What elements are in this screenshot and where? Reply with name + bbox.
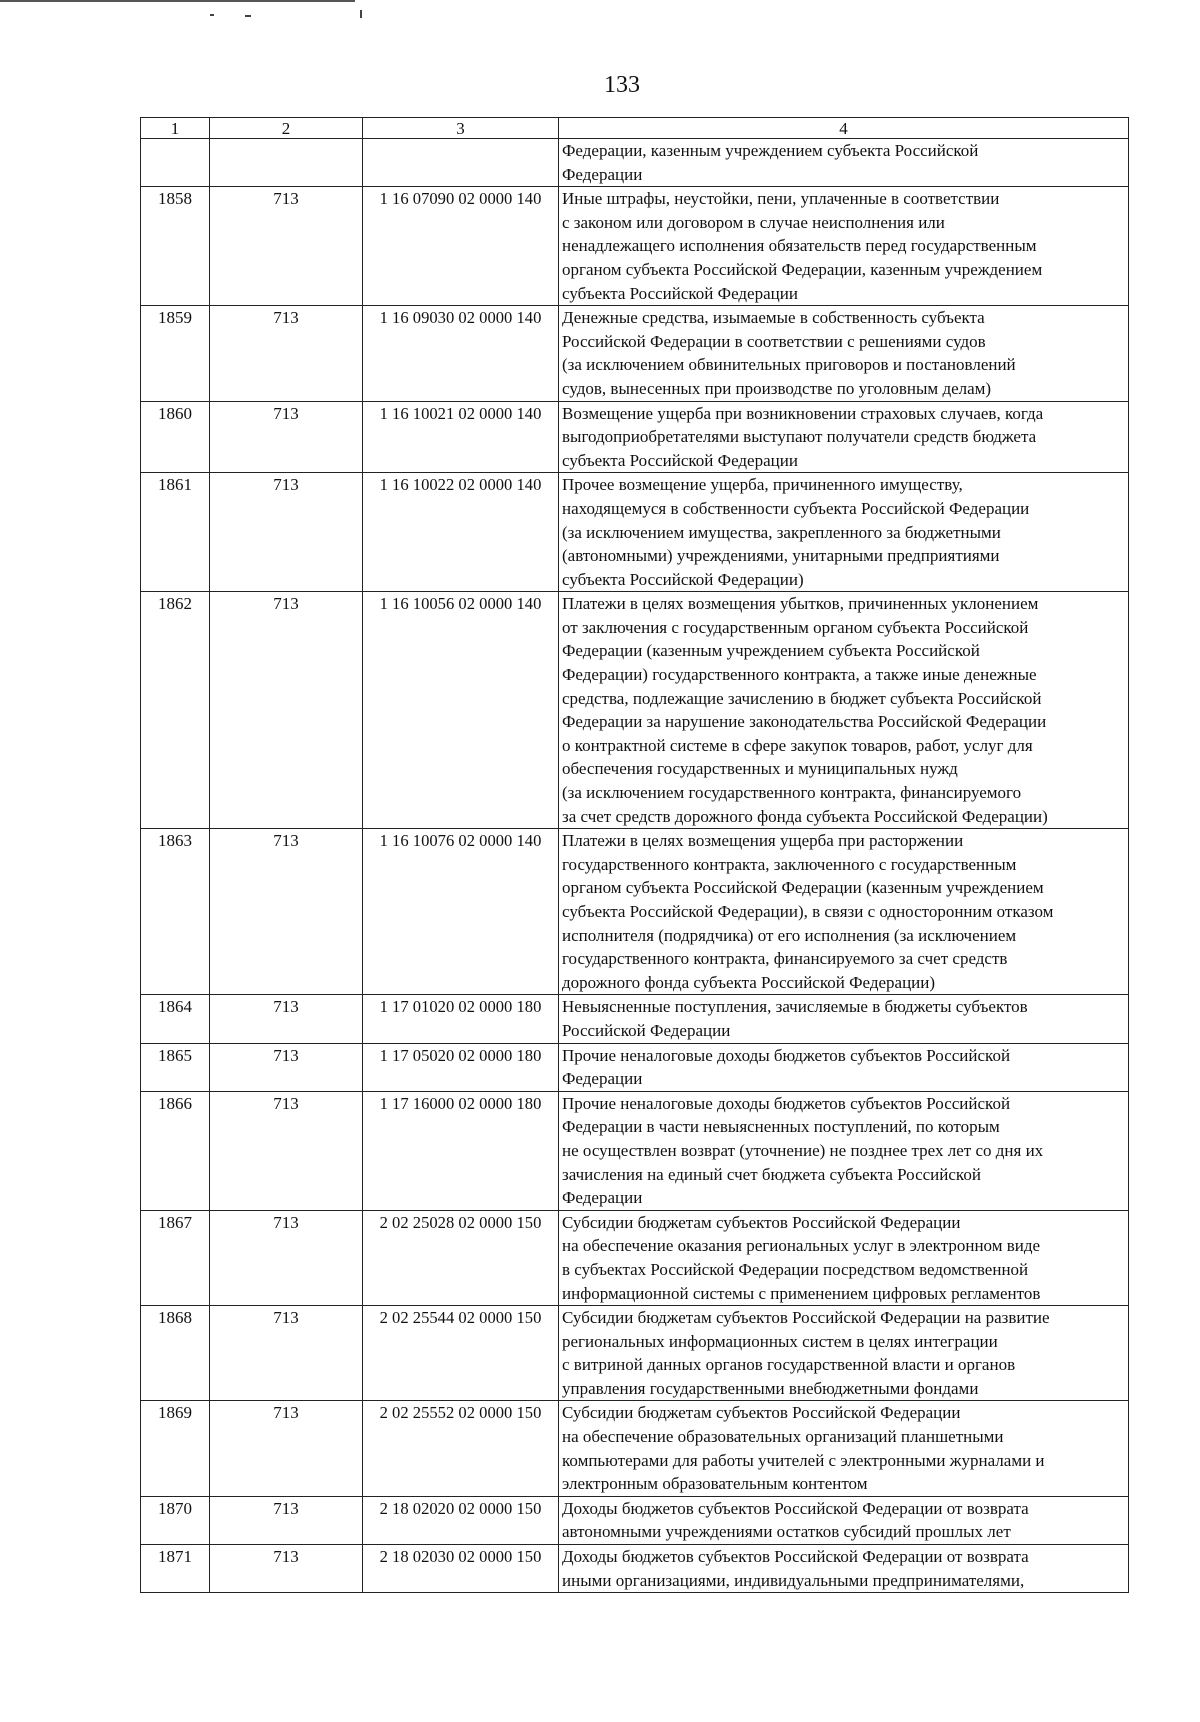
- description-line: (автономными) учреждениями, унитарными предприятиями: [562, 546, 1000, 566]
- page-number: 133: [604, 72, 640, 98]
- description-line: ненадлежащего исполнения обязательств перед государственным: [562, 236, 1037, 256]
- description-line: Платежи в целях возмещения ущерба при расторжении: [562, 831, 964, 851]
- description-line: (за исключением имущества, закрепленного за бюджетными: [562, 522, 1001, 542]
- row-number-cell: 1863: [141, 829, 210, 995]
- description-line: выгодоприобретателями выступают получатели средств бюджета: [562, 427, 1037, 447]
- admin-code-cell: 713: [210, 829, 363, 995]
- description-line: государственного контракта, финансируемого за счет средств: [562, 949, 1008, 969]
- description-line: Доходы бюджетов субъектов Российской Федерации от возврата: [562, 1498, 1029, 1518]
- table-row: [141, 401, 1129, 473]
- description-line: (за исключением обвинительных приговоров и постановлений: [562, 355, 1016, 375]
- description-line: обеспечения государственных и муниципальных нужд: [562, 759, 958, 779]
- budget-code-cell: 1 16 07090 02 0000 140: [363, 187, 559, 306]
- row-number-cell: 1868: [141, 1306, 210, 1401]
- description-line: Денежные средства, изымаемые в собственность субъекта: [562, 308, 985, 328]
- description-line: субъекта Российской Федерации: [562, 450, 798, 470]
- description-line: органом субъекта Российской Федерации (казенным учреждением: [562, 878, 1044, 898]
- budget-code-cell: [363, 139, 559, 187]
- description-line: управления государственными внебюджетными фондами: [562, 1378, 979, 1398]
- description-line: с законом или договором в случае неисполнения или: [562, 212, 945, 232]
- description-line: на обеспечение образовательных организаций планшетными: [562, 1427, 1004, 1447]
- description-line: за счет средств дорожного фонда субъекта Российской Федерации): [562, 806, 1048, 826]
- description-cell: [559, 1306, 1129, 1401]
- admin-code-cell: 713: [210, 473, 363, 592]
- description-cell: [559, 187, 1129, 306]
- col-header-4: 4: [559, 118, 1129, 139]
- description-cell: [559, 592, 1129, 829]
- description-line: иными организациями, индивидуальными предпринимателями,: [562, 1570, 1025, 1590]
- description-line: электронным образовательным контентом: [562, 1474, 868, 1494]
- description-line: Невыясненные поступления, зачисляемые в бюджеты субъектов: [562, 997, 1028, 1017]
- description-line: Субсидии бюджетам субъектов Российской Федерации: [562, 1212, 961, 1232]
- budget-code-cell: 1 16 10022 02 0000 140: [363, 473, 559, 592]
- scan-speck: [245, 15, 251, 17]
- col-header-1: 1: [141, 118, 210, 139]
- description-line: Иные штрафы, неустойки, пени, уплаченные в соответствии: [562, 189, 1000, 209]
- description-line: (за исключением государственного контракта, финансируемого: [562, 783, 1022, 803]
- description-line: субъекта Российской Федерации: [562, 283, 798, 303]
- table-row: [141, 1091, 1129, 1210]
- description-line: средства, подлежащие зачислению в бюджет субъекта Российской: [562, 688, 1042, 708]
- description-line: субъекта Российской Федерации), в связи с односторонним отказом: [562, 902, 1054, 921]
- description-line: Российской Федерации: [562, 1020, 731, 1040]
- row-number-cell: 1867: [141, 1210, 210, 1305]
- description-cell: [559, 995, 1129, 1043]
- budget-code-cell: 1 17 05020 02 0000 180: [363, 1043, 559, 1091]
- table-header-row: [141, 118, 1129, 139]
- col-header-3: 3: [363, 118, 559, 139]
- description-cell: [559, 306, 1129, 401]
- admin-code-cell: 713: [210, 1496, 363, 1544]
- description-line: от заключения с государственным органом субъекта Российской: [562, 617, 1029, 637]
- row-number-cell: 1866: [141, 1091, 210, 1210]
- budget-code-cell: 1 17 16000 02 0000 180: [363, 1091, 559, 1210]
- admin-code-cell: [210, 139, 363, 187]
- description-line: о контрактной системе в сфере закупок товаров, работ, услуг для: [562, 735, 1033, 755]
- table-body: [141, 139, 1129, 1593]
- row-number-cell: 1865: [141, 1043, 210, 1091]
- table-row: [141, 1210, 1129, 1305]
- row-number-cell: 1859: [141, 306, 210, 401]
- scan-speck: [360, 10, 362, 18]
- description-line: Российской Федерации в соответствии с решениями судов: [562, 331, 986, 351]
- description-cell: [559, 1210, 1129, 1305]
- table-row: [141, 139, 1129, 187]
- budget-code-cell: 1 17 01020 02 0000 180: [363, 995, 559, 1043]
- scan-speck: [210, 14, 214, 16]
- description-line: исполнителя (подрядчика) от его исполнения (за исключением: [562, 925, 1017, 945]
- budget-code-cell: 1 16 10076 02 0000 140: [363, 829, 559, 995]
- admin-code-cell: 713: [210, 995, 363, 1043]
- row-number-cell: 1871: [141, 1545, 210, 1593]
- description-line: Прочее возмещение ущерба, причиненного имуществу,: [562, 475, 963, 495]
- description-line: Федерации, казенным учреждением субъекта Российской: [562, 141, 979, 160]
- description-line: органом субъекта Российской Федерации, казенным учреждением: [562, 259, 1043, 279]
- table-row: [141, 187, 1129, 306]
- table-row: [141, 1545, 1129, 1593]
- description-line: Субсидии бюджетам субъектов Российской Федерации на развитие: [562, 1308, 1050, 1328]
- description-cell: [559, 1091, 1129, 1210]
- admin-code-cell: 713: [210, 1401, 363, 1496]
- row-number-cell: 1858: [141, 187, 210, 306]
- description-line: Прочие неналоговые доходы бюджетов субъектов Российской: [562, 1045, 1011, 1065]
- table-row: [141, 592, 1129, 829]
- table-row: [141, 1043, 1129, 1091]
- admin-code-cell: 713: [210, 1306, 363, 1401]
- table-row: [141, 995, 1129, 1043]
- description-cell: [559, 1545, 1129, 1593]
- description-line: Прочие неналоговые доходы бюджетов субъектов Российской: [562, 1093, 1011, 1113]
- budget-codes-table: [140, 117, 1129, 1593]
- budget-code-cell: 1 16 10021 02 0000 140: [363, 401, 559, 473]
- budget-code-cell: 1 16 10056 02 0000 140: [363, 592, 559, 829]
- description-line: Федерации: [562, 1069, 643, 1089]
- table-row: [141, 829, 1129, 995]
- admin-code-cell: 713: [210, 592, 363, 829]
- description-line: компьютерами для работы учителей с электронными журналами и: [562, 1450, 1045, 1470]
- budget-code-cell: 2 18 02020 02 0000 150: [363, 1496, 559, 1544]
- admin-code-cell: 713: [210, 1210, 363, 1305]
- description-line: судов, вынесенных при производстве по уголовным делам): [562, 378, 992, 398]
- row-number-cell: 1864: [141, 995, 210, 1043]
- description-line: находящемуся в собственности субъекта Российской Федерации: [562, 498, 1030, 518]
- budget-code-cell: 2 02 25552 02 0000 150: [363, 1401, 559, 1496]
- description-line: Федерации) государственного контракта, а также иные денежные: [562, 665, 1037, 685]
- description-line: региональных информационных систем в целях интеграции: [562, 1331, 998, 1351]
- description-line: государственного контракта, заключенного с государственным: [562, 854, 1017, 874]
- admin-code-cell: 713: [210, 1545, 363, 1593]
- description-line: зачисления на единый счет бюджета субъекта Российской: [562, 1164, 981, 1184]
- description-cell: [559, 829, 1129, 995]
- scan-edge-line: [0, 0, 355, 8]
- description-line: в субъектах Российской Федерации посредством ведомственной: [562, 1259, 1029, 1279]
- admin-code-cell: 713: [210, 187, 363, 306]
- description-line: субъекта Российской Федерации): [562, 569, 804, 589]
- table-row: [141, 1496, 1129, 1544]
- description-line: Доходы бюджетов субъектов Российской Федерации от возврата: [562, 1547, 1029, 1567]
- description-line: Субсидии бюджетам субъектов Российской Федерации: [562, 1403, 961, 1423]
- description-cell: [559, 401, 1129, 473]
- col-header-2: 2: [210, 118, 363, 139]
- description-line: Федерации: [562, 1188, 643, 1208]
- description-line: Федерации: [562, 164, 643, 184]
- admin-code-cell: 713: [210, 1091, 363, 1210]
- budget-code-cell: 2 02 25028 02 0000 150: [363, 1210, 559, 1305]
- row-number-cell: 1870: [141, 1496, 210, 1544]
- description-cell: [559, 1496, 1129, 1544]
- table-row: [141, 473, 1129, 592]
- table-row: [141, 1306, 1129, 1401]
- description-line: Платежи в целях возмещения убытков, причиненных уклонением: [562, 594, 1039, 614]
- admin-code-cell: 713: [210, 1043, 363, 1091]
- description-line: с витриной данных органов государственной власти и органов: [562, 1355, 1016, 1375]
- description-line: Федерации в части невыясненных поступлений, по которым: [562, 1117, 1000, 1137]
- description-line: Федерации за нарушение законодательства Российской Федерации: [562, 712, 1047, 732]
- description-cell: [559, 139, 1129, 187]
- table-row: [141, 306, 1129, 401]
- admin-code-cell: 713: [210, 306, 363, 401]
- row-number-cell: [141, 139, 210, 187]
- row-number-cell: 1869: [141, 1401, 210, 1496]
- row-number-cell: 1861: [141, 473, 210, 592]
- budget-code-cell: 1 16 09030 02 0000 140: [363, 306, 559, 401]
- row-number-cell: 1862: [141, 592, 210, 829]
- description-cell: [559, 473, 1129, 592]
- description-line: информационной системы с применением цифровых регламентов: [562, 1283, 1041, 1303]
- budget-code-cell: 2 18 02030 02 0000 150: [363, 1545, 559, 1593]
- description-line: дорожного фонда субъекта Российской Федерации): [562, 972, 936, 992]
- description-line: Возмещение ущерба при возникновении страховых случаев, когда: [562, 403, 1044, 423]
- row-number-cell: 1860: [141, 401, 210, 473]
- description-cell: [559, 1043, 1129, 1091]
- table-row: [141, 1401, 1129, 1496]
- admin-code-cell: 713: [210, 401, 363, 473]
- description-line: автономными учреждениями остатков субсидий прошлых лет: [562, 1522, 1011, 1542]
- description-line: на обеспечение оказания региональных услуг в электронном виде: [562, 1236, 1041, 1256]
- description-line: не осуществлен возврат (уточнение) не позднее трех лет со дня их: [562, 1140, 1044, 1160]
- description-cell: [559, 1401, 1129, 1496]
- description-line: Федерации (казенным учреждением субъекта Российской: [562, 641, 980, 661]
- budget-code-cell: 2 02 25544 02 0000 150: [363, 1306, 559, 1401]
